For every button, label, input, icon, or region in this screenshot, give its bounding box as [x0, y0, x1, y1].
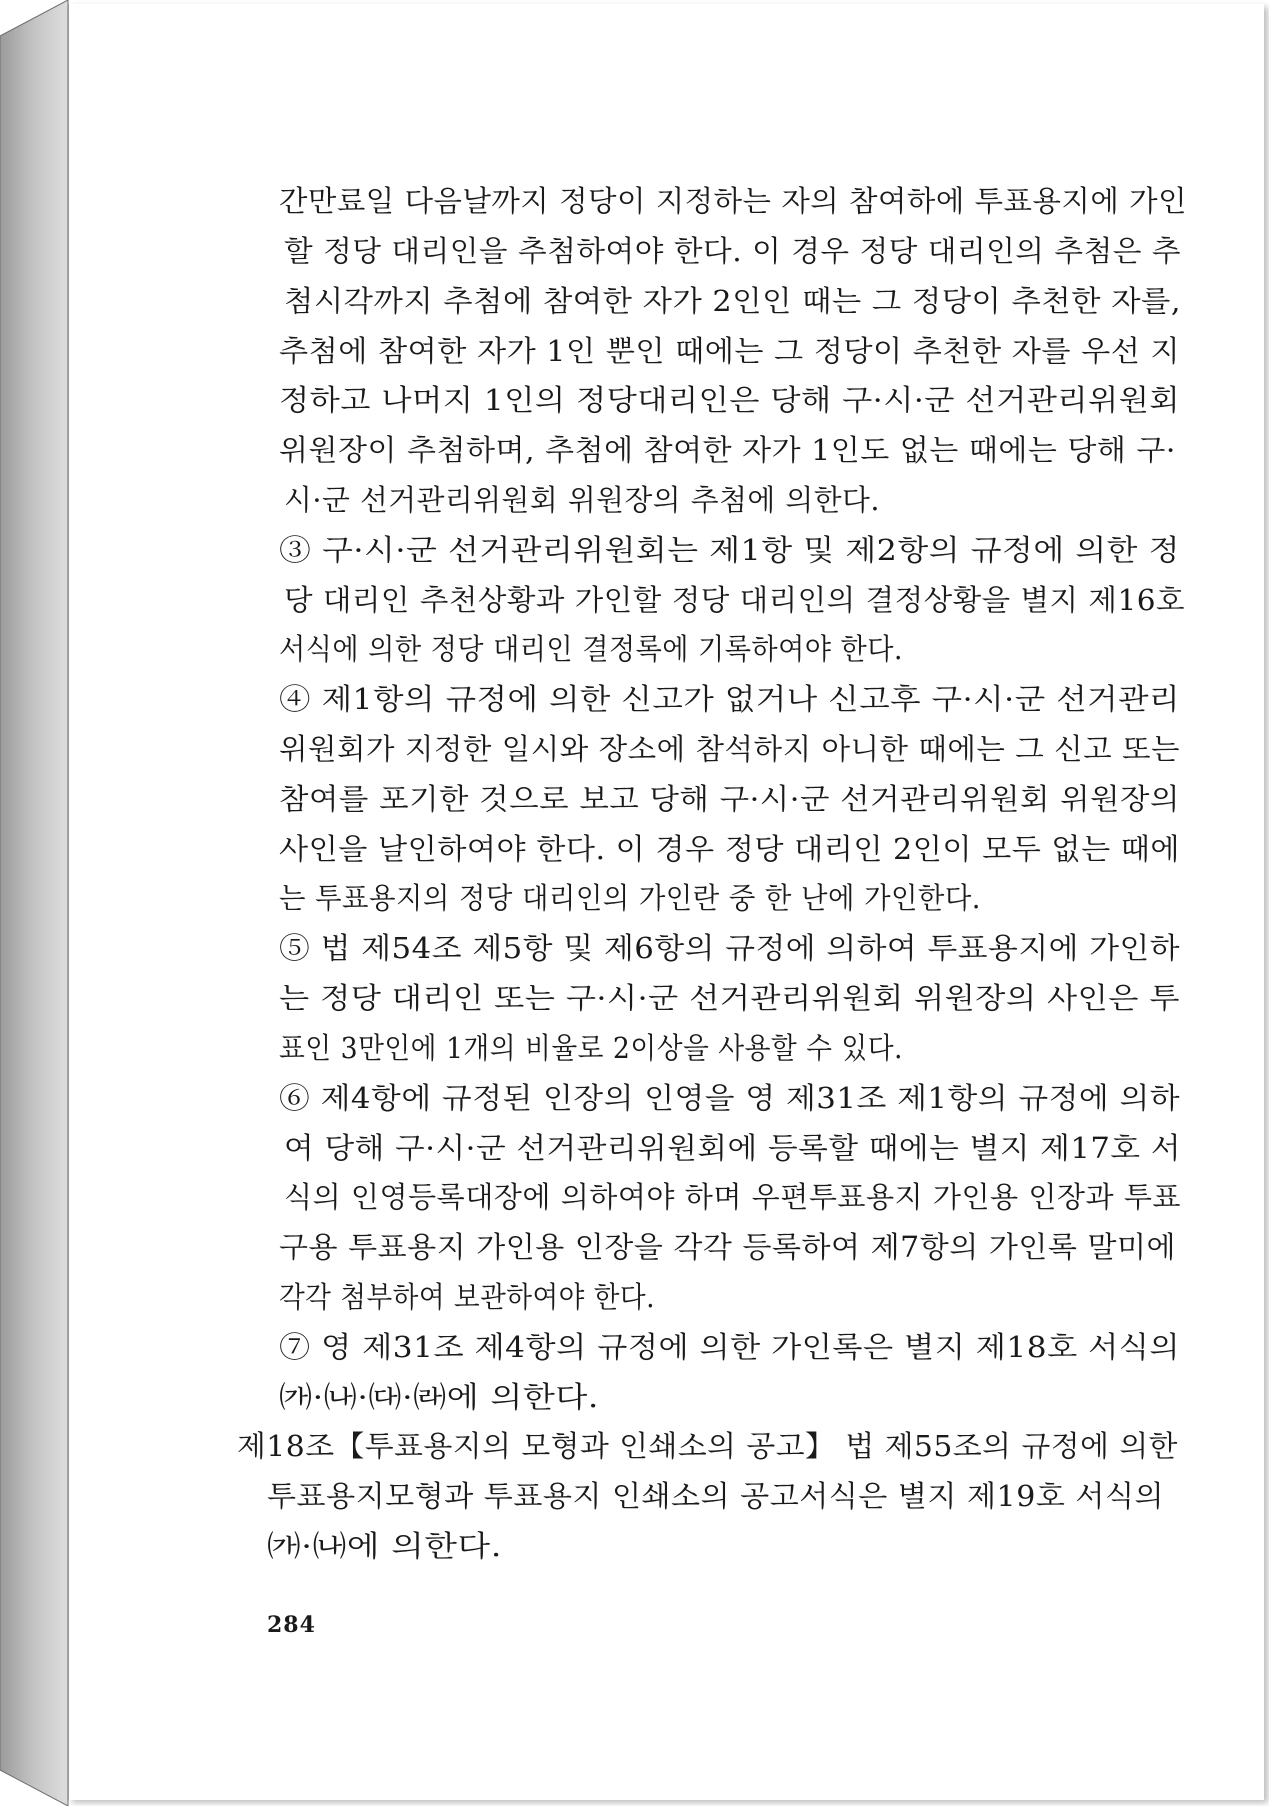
text-line: 투표용지모형과 투표용지 인쇄소의 공고서식은 별지 제19호 서식의: [267, 1479, 1165, 1513]
text-line: 첨시각까지 추첨에 참여한 자가 2인인 때는 그 정당이 추천한 자를,: [284, 284, 1182, 318]
text-line: 정하고 나머지 1인의 정당대리인은 당해 구·시·군 선거관리위원회: [279, 383, 1181, 417]
text-line: 각각 첨부하여 보관하여야 한다.: [279, 1280, 656, 1314]
text-line: 제18조【투표용지의 모형과 인쇄소의 공고】 법 제55조의 규정에 의한: [237, 1429, 1178, 1463]
book-spine: [0, 0, 70, 1806]
text-line: 시·군 선거관리위원회 위원장의 추첨에 의한다.: [284, 483, 880, 517]
text-line: 간만료일 다음날까지 정당이 지정하는 자의 참여하에 투표용지에 가인: [279, 184, 1188, 218]
text-line: 는 정당 대리인 또는 구·시·군 선거관리위원회 위원장의 사인은 투: [279, 981, 1181, 1015]
text-line: ⑦ 영 제31조 제4항의 규정에 의한 가인록은 별지 제18호 서식의: [279, 1330, 1181, 1364]
text-line: 위원장이 추첨하며, 추첨에 참여한 자가 1인도 없는 때에는 당해 구·: [279, 433, 1176, 467]
page-number: 284: [267, 1612, 316, 1638]
text-line: 식의 인영등록대장에 의하여야 하며 우편투표용지 가인용 인장과 투표: [284, 1180, 1181, 1214]
text-line: 추첨에 참여한 자가 1인 뿐인 때에는 그 정당이 추천한 자를 우선 지: [279, 334, 1181, 368]
text-line: ㈎·㈏에 의한다.: [267, 1529, 502, 1563]
text-line: ④ 제1항의 규정에 의한 신고가 없거나 신고후 구·시·군 선거관리: [279, 682, 1181, 716]
text-line: ⑥ 제4항에 규정된 인장의 인영을 영 제31조 제1항의 규정에 의하: [279, 1081, 1181, 1115]
text-line: ③ 구·시·군 선거관리위원회는 제1항 및 제2항의 규정에 의한 정: [279, 533, 1180, 567]
text-line: 사인을 날인하여야 한다. 이 경우 정당 대리인 2인이 모두 없는 때에: [279, 832, 1181, 866]
page-text: [69, 4, 1264, 1800]
text-line: 당 대리인 추천상황과 가인할 정당 대리인의 결정상황을 별지 제16호: [284, 583, 1186, 617]
text-line: 참여를 포기한 것으로 보고 당해 구·시·군 선거관리위원회 위원장의: [279, 782, 1180, 816]
text-line: 는 투표용지의 정당 대리인의 가인란 중 한 난에 가인한다.: [279, 881, 981, 915]
text-line: 여 당해 구·시·군 선거관리위원회에 등록할 때에는 별지 제17호 서: [284, 1131, 1182, 1165]
text-line: 구용 투표용지 가인용 인장을 각각 등록하여 제7항의 가인록 말미에: [279, 1230, 1176, 1264]
text-line: 표인 3만인에 1개의 비율로 2이상을 사용할 수 있다.: [279, 1031, 904, 1065]
text-line: 서식에 의한 정당 대리인 결정록에 기록하여야 한다.: [279, 632, 904, 666]
text-line: ㈎·㈏·㈐·㈑에 의한다.: [279, 1380, 600, 1414]
text-line: 할 정당 대리인을 추첨하여야 한다. 이 경우 정당 대리인의 추첨은 추: [284, 234, 1182, 268]
text-line: 위원회가 지정한 일시와 장소에 참석하지 아니한 때에는 그 신고 또는: [279, 732, 1181, 766]
document-page: [68, 4, 1264, 1800]
text-line: ⑤ 법 제54조 제5항 및 제6항의 규정에 의하여 투표용지에 가인하: [279, 931, 1181, 965]
